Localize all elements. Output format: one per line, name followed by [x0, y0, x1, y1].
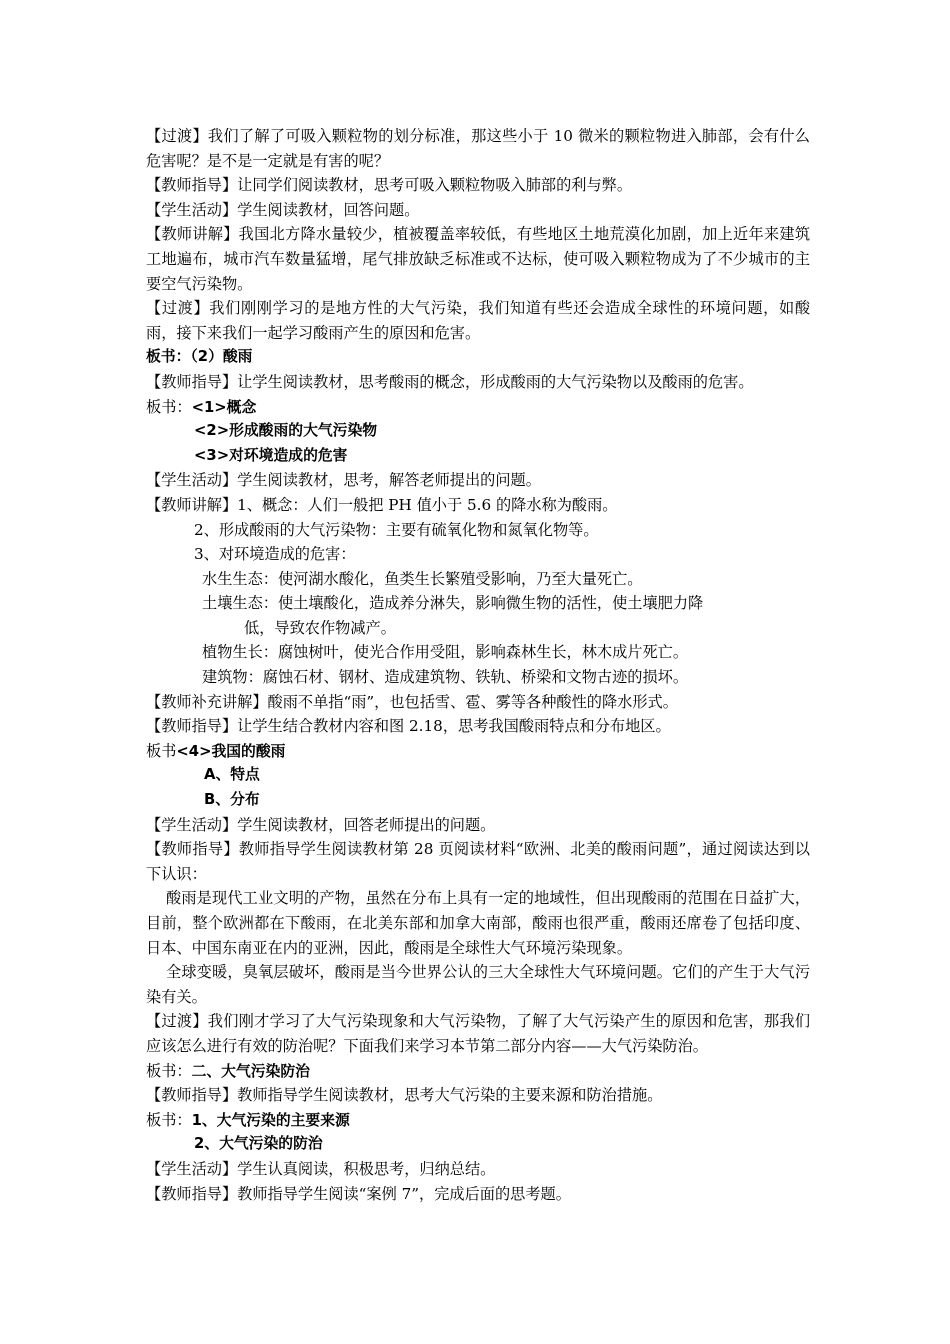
paragraph-transition-3: 【过渡】我们刚才学习了大气污染现象和大气污染物，了解了大气污染产生的原因和危害，那我们应该怎么进行有效的防治呢？下面我们来学习本节第二部分内容——大气污染防治。: [146, 1012, 810, 1055]
board-item-concept: <1>概念: [191, 398, 257, 416]
explain-item-3: 3、对环境造成的危害：: [194, 545, 356, 564]
paragraph-teacher-supplement: 【教师补充讲解】酸雨不单指“雨”，也包括雪、雹、雾等各种酸性的降水形式。: [146, 692, 678, 711]
board-item-pollutants: <2>形成酸雨的大气污染物: [194, 422, 378, 440]
paragraph-reading-acid-rain: 酸雨是现代工业文明的产物，虽然在分布上具有一定的地域性，但出现酸雨的范围在日益扩大，目前，整个欧洲都在下酸雨，在北美东部和加拿大南部，酸雨也很严重，酸雨还席卷了包括印度、日本、中国东南亚在内的亚洲，因此，酸雨是全球性大气环境污染现象。: [146, 889, 810, 957]
paragraph-transition-2: 【过渡】我们刚刚学习的是地方性的大气污染，我们知道有些还会造成全球性的环境问题，如酸雨，接下来我们一起学习酸雨产生的原因和危害。: [146, 299, 810, 342]
paragraph-teacher-guide-4: 【教师指导】教师指导学生阅读教材第 28 页阅读材料“欧洲、北美的酸雨问题”，通过阅读达到以下认识：: [146, 840, 810, 883]
paragraph-teacher-explain-2: 【教师讲解】1、概念：人们一般把 PH 值小于 5.6 的降水称为酸雨。: [146, 495, 618, 514]
paragraph-teacher-guide-5: 【教师指导】教师指导学生阅读教材，思考大气污染的主要来源和防治措施。: [146, 1086, 663, 1105]
paragraph-teacher-guide-3: 【教师指导】让学生结合教材内容和图 2.18，思考我国酸雨特点和分布地区。: [146, 717, 671, 736]
paragraph-student-activity-3: 【学生活动】学生阅读教材，回答老师提出的问题。: [146, 815, 496, 834]
board-acid-rain: 板书：（2）酸雨: [146, 348, 253, 366]
harm-buildings: 建筑物：腐蚀石材、钢材、造成建筑物、铁轨、桥梁和文物古迹的损坏。: [202, 668, 688, 687]
paragraph-teacher-guide-1: 【教师指导】让同学们阅读教材，思考可吸入颗粒物吸入肺部的利与弊。: [146, 176, 632, 195]
paragraph-student-activity-2: 【学生活动】学生阅读教材，思考，解答老师提出的问题。: [146, 471, 541, 490]
board-item-prevention: 二、大气污染防治: [191, 1062, 310, 1080]
paragraph-teacher-guide-6: 【教师指导】教师指导学生阅读“案例 7”，完成后面的思考题。: [146, 1184, 571, 1203]
paragraph-student-activity-1: 【学生活动】学生阅读教材，回答问题。: [146, 200, 420, 219]
board-label: 板书: [146, 741, 177, 760]
paragraph-transition-1: 【过渡】我们了解了可吸入颗粒物的划分标准，那这些小于 10 微米的颗粒物进入肺部，会有什么危害呢？是不是一定就是有害的呢？: [146, 127, 810, 170]
harm-plants: 植物生长：腐蚀树叶，使光合作用受阻，影响森林生长，林木成片死亡。: [202, 643, 688, 662]
board-item-sources: 1、大气污染的主要来源: [191, 1111, 350, 1129]
harm-soil-cont: 低，导致农作物减产。: [244, 618, 396, 637]
board-item-features: A、特点: [204, 766, 260, 784]
explain-item-2: 2、形成酸雨的大气污染物：主要有硫氧化物和氮氧化物等。: [194, 520, 599, 539]
board-item-control: 2、大气污染的防治: [194, 1135, 323, 1153]
board-outline-3: [146, 1059, 810, 1084]
board-item-china: <4>我国的酸雨: [176, 742, 286, 760]
harm-water: 水生生态：使河湖水酸化，鱼类生长繁殖受影响，乃至大量死亡。: [202, 569, 643, 588]
board-item-harm: <3>对环境造成的危害: [194, 446, 348, 464]
board-item-distribution: B、分布: [204, 791, 260, 809]
board-outline-4: [146, 1108, 810, 1133]
board-outline-1: [146, 395, 810, 420]
harm-soil: 土壤生态：使土壤酸化，造成养分淋失，影响微生物的活性，使土壤肥力降: [202, 594, 704, 613]
paragraph-reading-global: 全球变暖，臭氧层破坏，酸雨是当今世界公认的三大全球性大气环境问题。它们的产生于大气污染有关。: [146, 963, 810, 1006]
paragraph-teacher-guide-2: 【教师指导】让学生阅读教材，思考酸雨的概念，形成酸雨的大气污染物以及酸雨的危害。: [146, 372, 754, 391]
paragraph-student-activity-4: 【学生活动】学生认真阅读，积极思考，归纳总结。: [146, 1159, 496, 1178]
paragraph-teacher-explain-1: 【教师讲解】我国北方降水量较少，植被覆盖率较低，有些地区土地荒漠化加剧，加上近年来建筑工地遍布，城市汽车数量猛增，尾气排放缺乏标准或不达标，使可吸入颗粒物成为了不少城市的主要空气污染物。: [146, 225, 810, 293]
board-label: 板书：: [146, 397, 192, 416]
board-outline-2: [146, 739, 810, 764]
document-body: [146, 124, 810, 1206]
board-label: 板书：: [146, 1110, 192, 1129]
board-label: 板书：: [146, 1061, 192, 1080]
